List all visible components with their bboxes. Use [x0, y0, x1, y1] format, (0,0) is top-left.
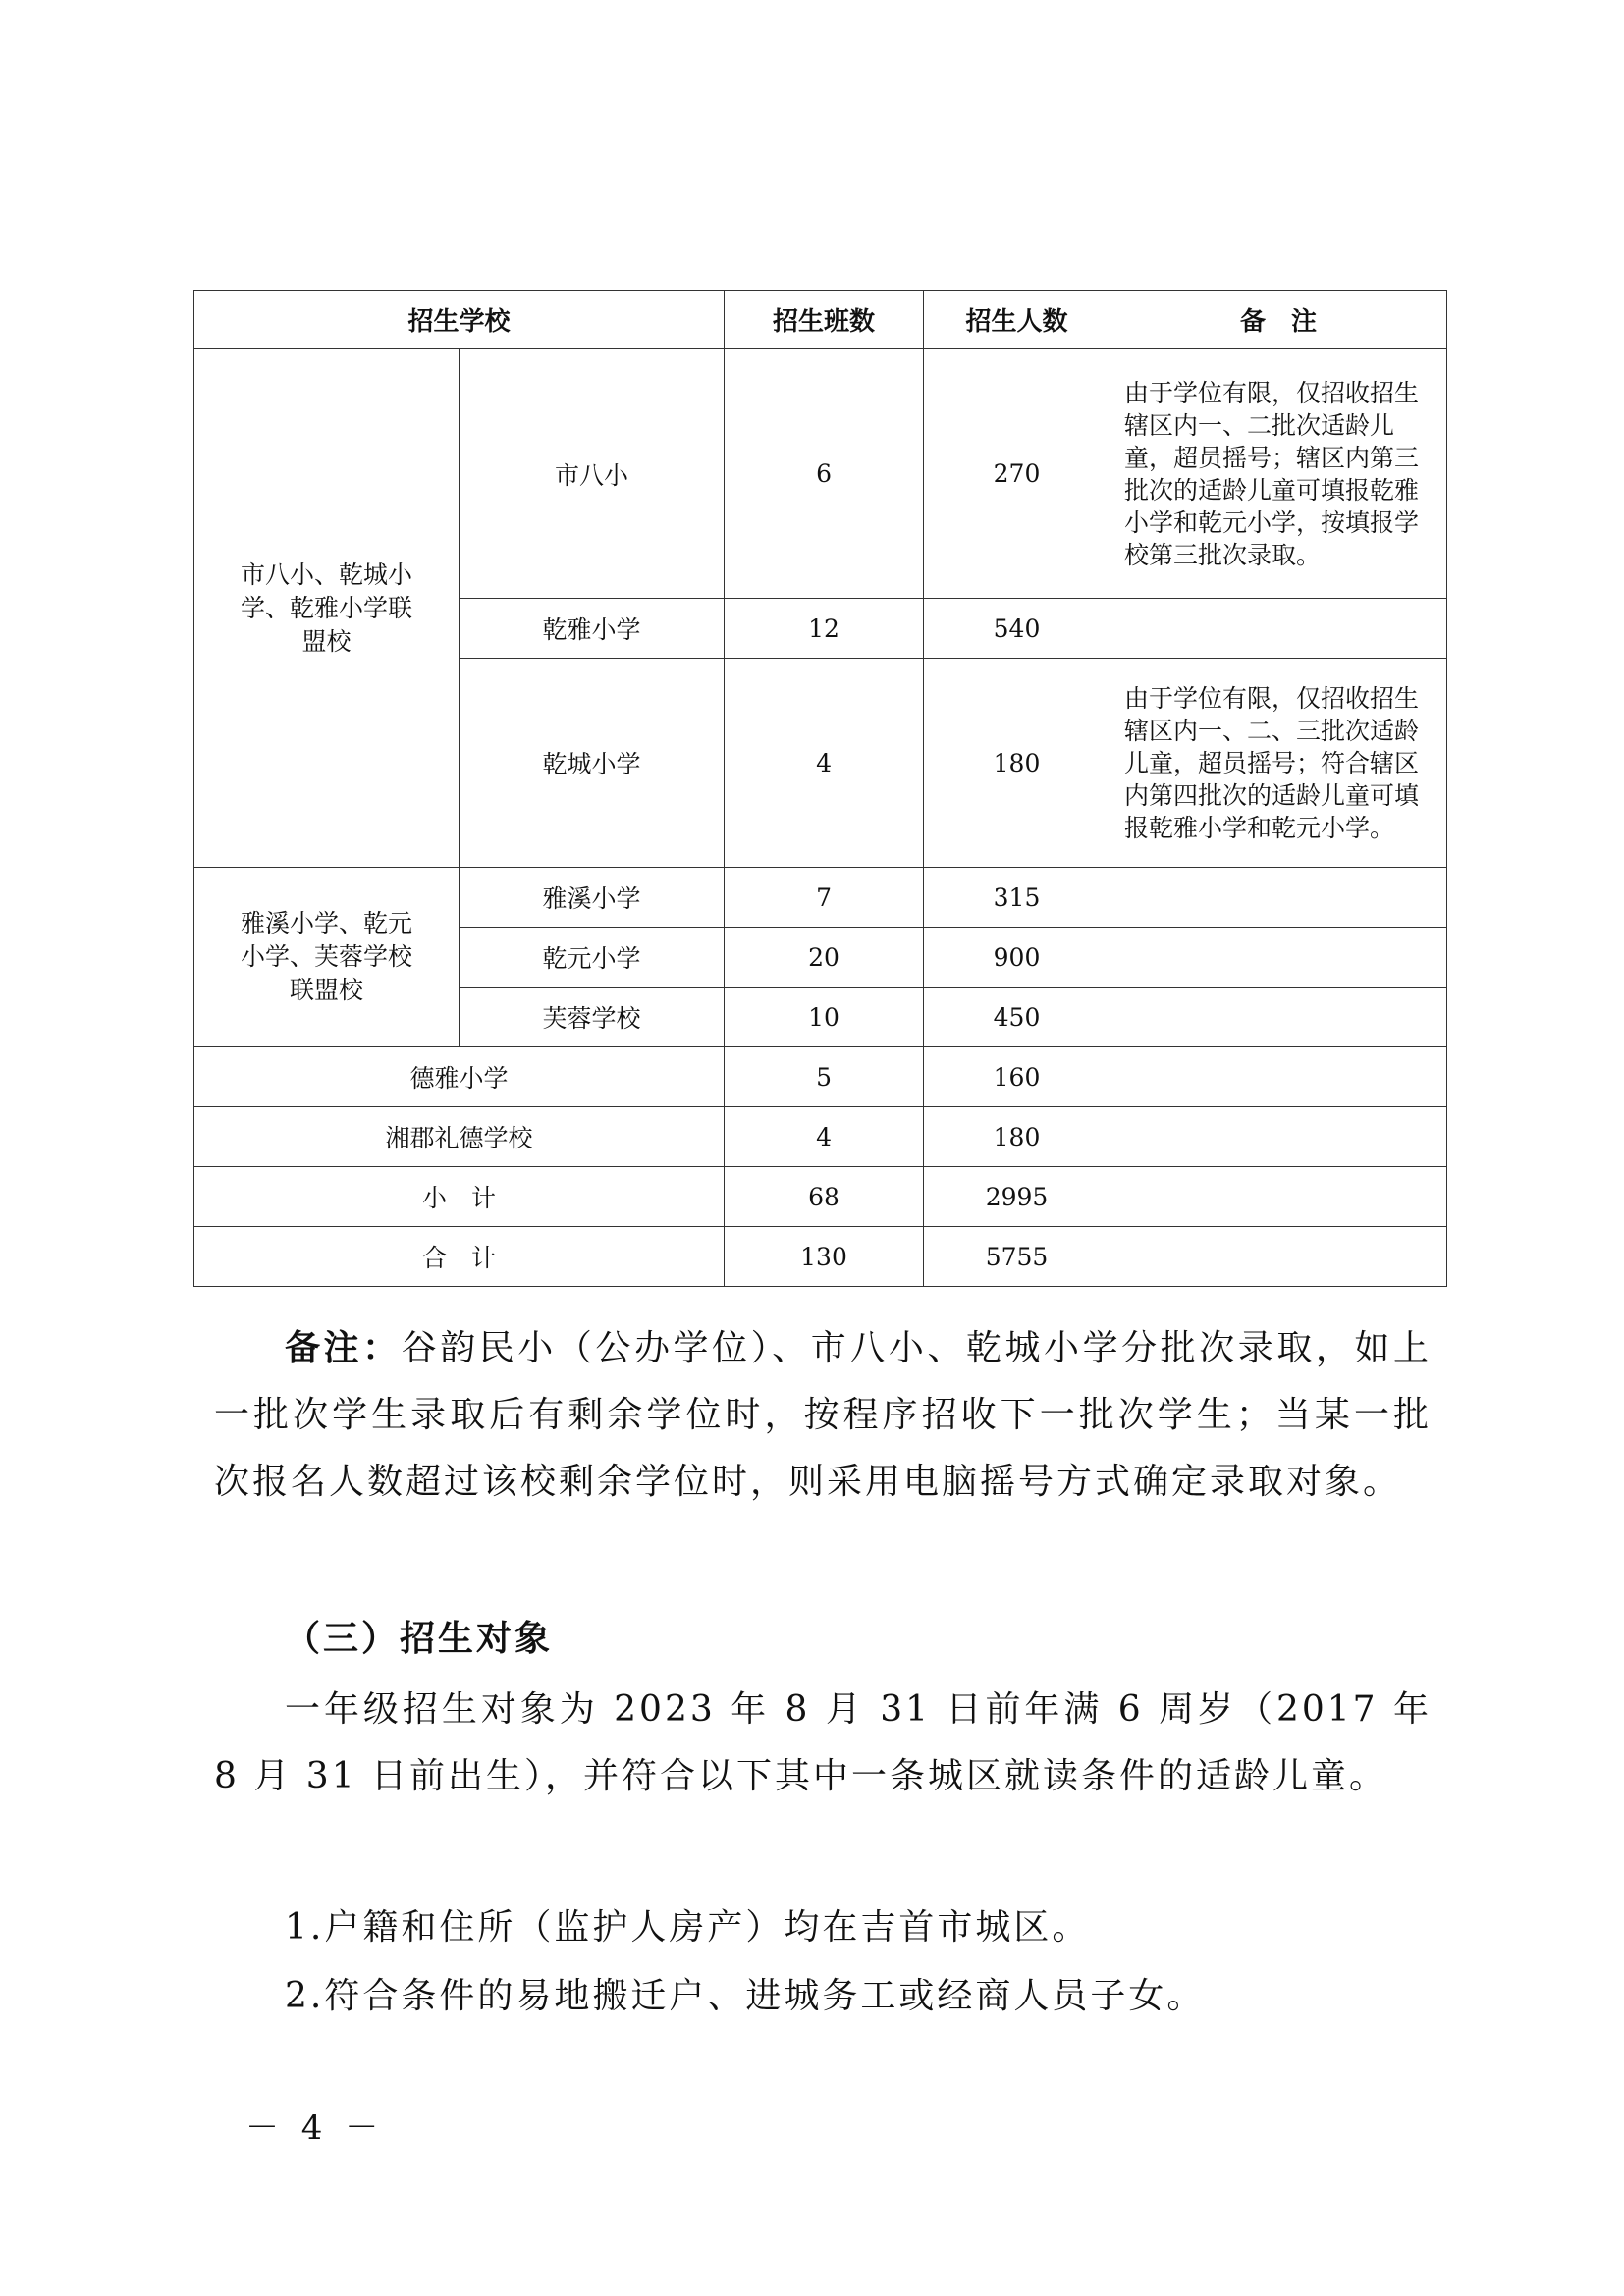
class-count: 4 — [725, 1107, 924, 1167]
class-count: 5 — [725, 1047, 924, 1107]
school-name: 芙蓉学校 — [460, 988, 725, 1047]
student-count: 180 — [924, 1107, 1110, 1167]
class-count: 4 — [725, 659, 924, 868]
subtotal-label: 小 计 — [194, 1167, 725, 1227]
student-count: 450 — [924, 988, 1110, 1047]
total-students: 5755 — [924, 1227, 1110, 1287]
section-heading: （三）招生对象 — [285, 1619, 554, 1659]
remark-cell: 由于学位有限，仅招收招生辖区内一、二批次适龄儿童，超员摇号；辖区内第三批次的适龄儿童可填报乾雅小学和乾元小学，按填报学校第三批次录取。 — [1110, 349, 1447, 599]
student-count: 540 — [924, 599, 1110, 659]
table-row — [194, 1107, 1447, 1167]
subtotal-students: 2995 — [924, 1167, 1110, 1227]
page-number: － 4 － — [245, 2109, 385, 2148]
class-count: 7 — [725, 868, 924, 928]
school-name: 乾城小学 — [460, 659, 725, 868]
student-count: 270 — [924, 349, 1110, 599]
student-count: 160 — [924, 1047, 1110, 1107]
list-item: 1.户籍和住所（监护人房产）均在吉首市城区。 — [285, 1907, 1091, 1948]
total-classes: 130 — [725, 1227, 924, 1287]
school-name: 乾元小学 — [460, 928, 725, 988]
subtotal-row — [194, 1167, 1447, 1227]
school-name: 乾雅小学 — [460, 599, 725, 659]
remark-cell — [1110, 1047, 1447, 1107]
remark-cell — [1110, 599, 1447, 659]
header-school: 招生学校 — [194, 291, 725, 349]
table-row — [194, 868, 1447, 928]
section-intro: 一年级招生对象为 2023 年 8 月 31 日前年满 6 周岁（2017 年 8 月 31 日前出生），并符合以下其中一条城区就读条件的适龄儿童。 — [214, 1689, 1432, 1796]
table-row — [194, 349, 1447, 599]
subtotal-classes: 68 — [725, 1167, 924, 1227]
remark-cell — [1110, 868, 1447, 928]
header-students: 招生人数 — [924, 291, 1110, 349]
school-name: 湘郡礼德学校 — [194, 1107, 725, 1167]
class-count: 10 — [725, 988, 924, 1047]
alliance-name: 市八小、乾城小学、乾雅小学联盟校 — [194, 349, 460, 868]
remark-cell — [1110, 1227, 1447, 1287]
table-header-row — [194, 291, 1447, 349]
class-count: 20 — [725, 928, 924, 988]
remark-cell — [1110, 1107, 1447, 1167]
header-remarks: 备 注 — [1110, 291, 1447, 349]
school-name: 德雅小学 — [194, 1047, 725, 1107]
student-count: 315 — [924, 868, 1110, 928]
school-name: 市八小 — [460, 349, 725, 599]
alliance-name: 雅溪小学、乾元小学、芙蓉学校联盟校 — [194, 868, 460, 1047]
remark-paragraph — [214, 1315, 1432, 1516]
total-label: 合 计 — [194, 1227, 725, 1287]
table-row — [194, 1047, 1447, 1107]
student-count: 180 — [924, 659, 1110, 868]
class-count: 12 — [725, 599, 924, 659]
student-count: 900 — [924, 928, 1110, 988]
total-row — [194, 1227, 1447, 1287]
remark-label: 备注： — [285, 1328, 402, 1368]
remark-cell — [1110, 988, 1447, 1047]
remark-cell: 由于学位有限，仅招收招生辖区内一、二、三批次适龄儿童，超员摇号；符合辖区内第四批次的适龄儿童可填报乾雅小学和乾元小学。 — [1110, 659, 1447, 868]
list-item: 2.符合条件的易地搬迁户、进城务工或经商人员子女。 — [285, 1976, 1206, 2016]
remark-cell — [1110, 928, 1447, 988]
header-classes: 招生班数 — [725, 291, 924, 349]
enrollment-table — [193, 290, 1447, 1287]
school-name: 雅溪小学 — [460, 868, 725, 928]
remark-cell — [1110, 1167, 1447, 1227]
class-count: 6 — [725, 349, 924, 599]
remark-text: 谷韵民小（公办学位）、市八小、乾城小学分批次录取，如上一批次学生录取后有剩余学位时，按程序招收下一批次学生；当某一批次报名人数超过该校剩余学位时，则采用电脑摇号方式确定录取对象。 — [214, 1328, 1432, 1502]
